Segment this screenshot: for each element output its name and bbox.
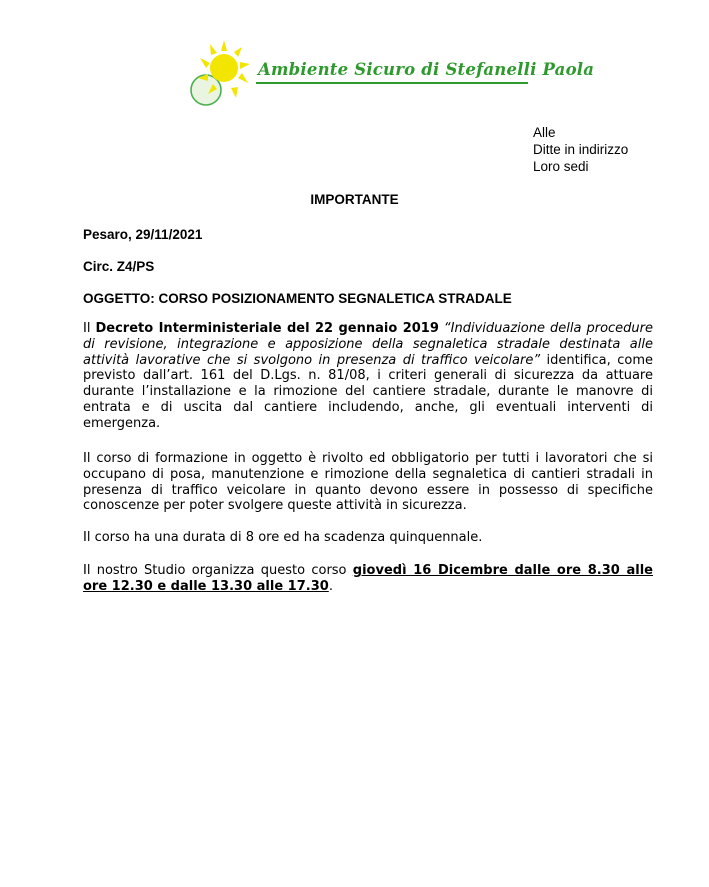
recipient-line: Ditte in indirizzo xyxy=(533,142,629,157)
recipient-line: Loro sedi xyxy=(533,159,589,174)
decree-title: “Individuazione della procedure di revisione, integrazione e apposizione della segnaletica stradale destinata alle attività lavorative che si svolgono in presenza di traffico veicolare” xyxy=(83,321,654,368)
recipients-block xyxy=(533,124,628,175)
course-date-time: giovedì 16 Dicembre dalle ore 8.30 alle ore 12.30 e dalle 13.30 alle 17.30 xyxy=(83,563,653,594)
paragraph-decree xyxy=(83,321,653,432)
logo-underline xyxy=(256,82,528,84)
p4-end: . xyxy=(328,578,333,594)
paragraph-duration: Il corso ha una durata di 8 ore ed ha scadenza quinquennale. xyxy=(83,530,483,545)
subject-line: OGGETTO: CORSO POSIZIONAMENTO SEGNALETICA STRADALE xyxy=(83,291,512,306)
p4-lead: Il nostro Studio organizza questo corso xyxy=(83,563,353,578)
paragraph-schedule xyxy=(83,563,653,595)
p1-lead: Il xyxy=(83,321,96,336)
paragraph-course-description: Il corso di formazione in oggetto è rivolto ed obbligatorio per tutti i lavoratori che si occupano di posa, manutenzione e rimozione della segnaletica di cantieri stradali in presenza di traffico veicolare in quanto devono essere in possesso di specifiche conoscenze per poter svolgere queste attività in sicurezza. xyxy=(83,451,653,514)
document-heading: IMPORTANTE xyxy=(310,192,399,207)
recipient-line: Alle xyxy=(533,125,556,140)
p1-rest: identifica, come previsto dall’art. 161 del D.Lgs. n. 81/08, i criteri generali di sicurezza da attuare durante l’installazione e la rimozione del cantiere stradale, durante le manovre di entrata e di uscita dal cantiere includendo, anche, gli eventuali interventi di emergenza. xyxy=(83,352,653,431)
sun-logo-icon xyxy=(186,38,266,113)
decree-name: Decreto Interministeriale del 22 gennaio 2019 xyxy=(95,321,439,336)
place-date: Pesaro, 29/11/2021 xyxy=(83,227,203,242)
logo-wordmark: Ambiente Sicuro di Stefanelli Paola xyxy=(258,60,595,79)
circular-number: Circ. Z4/PS xyxy=(83,259,155,274)
company-logo xyxy=(186,38,595,113)
